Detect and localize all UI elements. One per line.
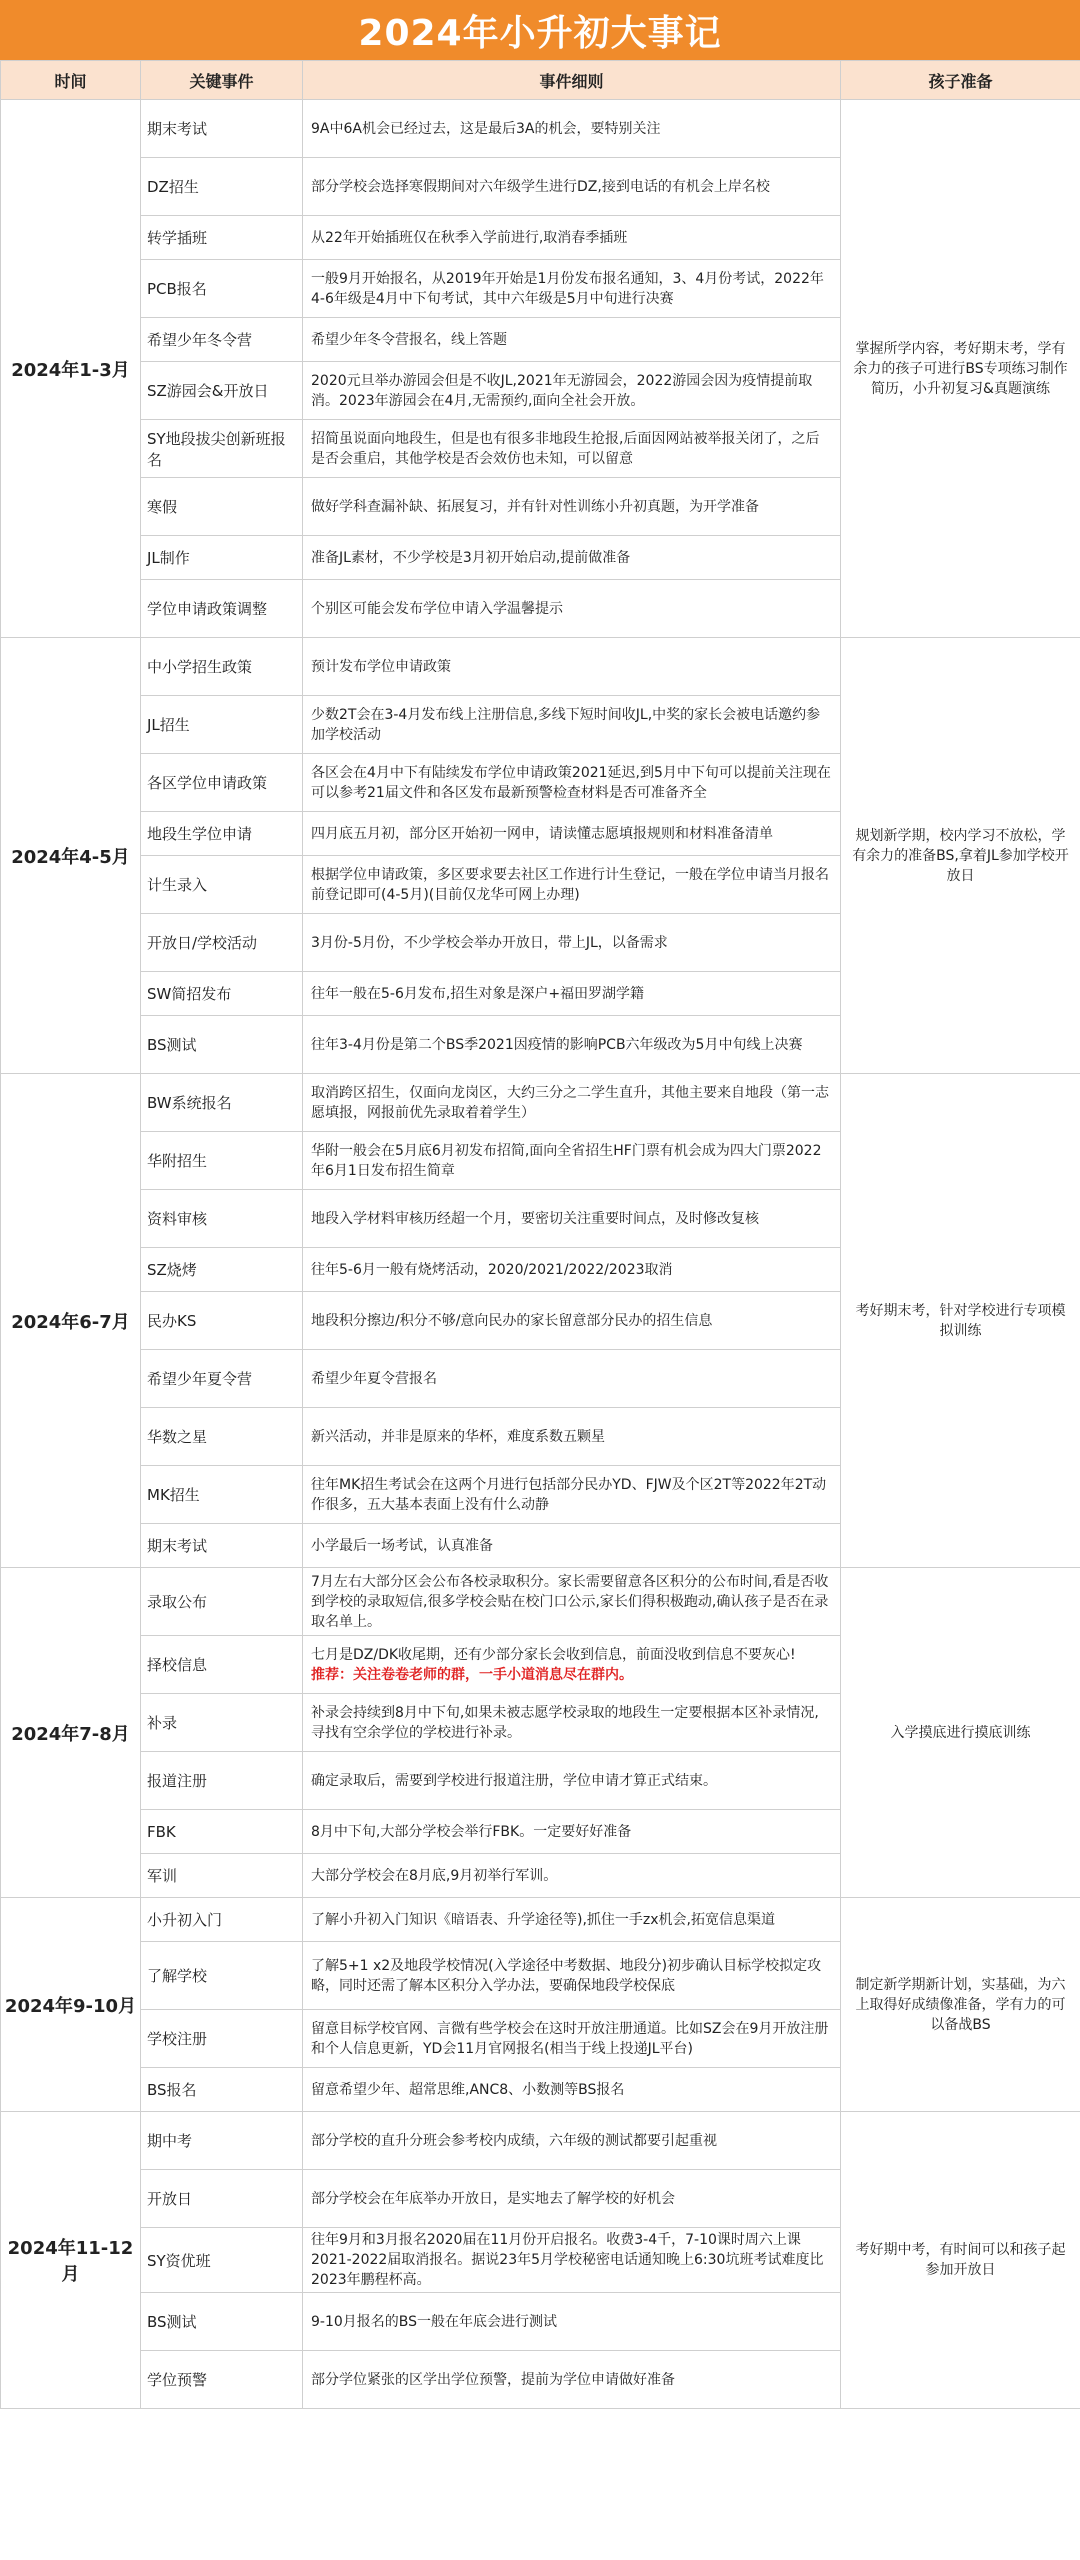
event-detail-cell (303, 1016, 841, 1074)
event-detail-text: 招简虽说面向地段生，但是也有很多非地段生抢报,后面因网站被举报关闭了，之后是否会重启，其他学校是否会效仿也未知，可以留意 (311, 430, 820, 467)
period-label: 2024年11-12月 (1, 2112, 141, 2409)
child-prep-cell: 入学摸底进行摸底训练 (841, 1568, 1080, 1898)
event-detail-text: 确定录取后，需要到学校进行报道注册，学位申请才算正式结束。 (311, 1772, 717, 1789)
key-event-cell: BS测试 (141, 2293, 303, 2351)
event-detail-cell (303, 420, 841, 478)
events-table (0, 60, 1080, 2409)
event-detail-text: 部分学校会在年底举办开放日，是实地去了解学校的好机会 (311, 2190, 675, 2207)
event-detail-text: 往年MK招生考试会在这两个月进行包括部分民办YD、FJW及个区2T等2022年2T动作很多，五大基本表面上没有什么动静 (311, 1476, 827, 1513)
event-detail-highlight: 推荐：关注卷卷老师的群，一手小道消息尽在群内。 (311, 1666, 633, 1683)
key-event-cell: SZ烧烤 (141, 1248, 303, 1292)
event-detail-cell (303, 2228, 841, 2293)
event-detail-cell (303, 1694, 841, 1752)
event-detail-cell (303, 100, 841, 158)
event-detail-text: 新兴活动，并非是原来的华杯，难度系数五颗星 (311, 1428, 605, 1445)
event-detail-text: 往年5-6月一般有烧烤活动，2020/2021/2022/2023取消 (311, 1261, 673, 1278)
table-row (1, 100, 1080, 158)
event-detail-cell (303, 362, 841, 420)
period-label: 2024年7-8月 (1, 1568, 141, 1898)
event-detail-text: 补录会持续到8月中下旬,如果未被志愿学校录取的地段生一定要根据本区补录情况,寻找有空余学位的学校进行补录。 (311, 1704, 819, 1741)
event-detail-text: 根据学位申请政策，多区要求要去社区工作进行计生登记，一般在学位申请当月报名前登记即可(4-5月)(目前仅龙华可网上办理) (311, 866, 829, 903)
event-detail-text: 希望少年冬令营报名，线上答题 (311, 331, 507, 348)
key-event-cell: 民办KS (141, 1292, 303, 1350)
event-detail-text: 地段入学材料审核历经超一个月，要密切关注重要时间点，及时修改复核 (311, 1210, 759, 1227)
key-event-cell: 希望少年冬令营 (141, 318, 303, 362)
event-detail-cell (303, 318, 841, 362)
key-event-cell: 计生录入 (141, 856, 303, 914)
key-event-cell: 报道注册 (141, 1752, 303, 1810)
event-detail-cell (303, 856, 841, 914)
event-detail-cell (303, 1466, 841, 1524)
event-detail-cell (303, 812, 841, 856)
event-detail-cell (303, 2112, 841, 2170)
event-detail-text: 8月中下旬,大部分学校会举行FBK。一定要好好准备 (311, 1823, 632, 1840)
child-prep-cell: 制定新学期新计划，实基础，为六上取得好成绩像准备，学有力的可以备战BS (841, 1898, 1080, 2112)
event-detail-text: 留意目标学校官网、言微有些学校会在这时开放注册通道。比如SZ会在9月开放注册和个人信息更新，YD会11月官网报名(相当于线上投递JL平台) (311, 2020, 829, 2057)
key-event-cell: 择校信息 (141, 1636, 303, 1694)
key-event-cell: 录取公布 (141, 1568, 303, 1636)
child-prep-cell: 规划新学期，校内学习不放松，学有余力的准备BS,拿着JL参加学校开放日 (841, 638, 1080, 1074)
key-event-cell: 资料审核 (141, 1190, 303, 1248)
event-detail-cell (303, 1854, 841, 1898)
event-detail-text: 部分学校的直升分班会参考校内成绩，六年级的测试都要引起重视 (311, 2132, 717, 2149)
event-detail-text: 9A中6A机会已经过去，这是最后3A的机会，要特别关注 (311, 120, 661, 137)
key-event-cell: BS测试 (141, 1016, 303, 1074)
event-detail-cell (303, 580, 841, 638)
event-detail-text: 3月份-5月份，不少学校会举办开放日，带上JL，以备需求 (311, 934, 668, 951)
key-event-cell: 开放日/学校活动 (141, 914, 303, 972)
event-detail-text: 2020元旦举办游园会但是不收JL,2021年无游园会，2022游园会因为疫情提前取消。2023年游园会在4月,无需预约,面向全社会开放。 (311, 372, 813, 409)
event-detail-cell (303, 2351, 841, 2409)
key-event-cell: 地段生学位申请 (141, 812, 303, 856)
key-event-cell: 期中考 (141, 2112, 303, 2170)
key-event-cell: 小升初入门 (141, 1898, 303, 1942)
event-detail-text: 9-10月报名的BS一般在年底会进行测试 (311, 2313, 558, 2330)
key-event-cell: 学位申请政策调整 (141, 580, 303, 638)
key-event-cell: 了解学校 (141, 1942, 303, 2010)
event-detail-cell (303, 1074, 841, 1132)
event-detail-cell (303, 536, 841, 580)
key-event-cell: SZ游园会&开放日 (141, 362, 303, 420)
key-event-cell: 各区学位申请政策 (141, 754, 303, 812)
key-event-cell: 军训 (141, 1854, 303, 1898)
event-detail-cell (303, 1524, 841, 1568)
header-key-event: 关键事件 (141, 61, 303, 100)
event-detail-text: 了解5+1 x2及地段学校情况(入学途径中考数据、地段分)初步确认目标学校拟定攻略，同时还需了解本区积分入学办法，要确保地段学校保底 (311, 1957, 822, 1994)
event-detail-cell (303, 260, 841, 318)
event-detail-cell (303, 1248, 841, 1292)
key-event-cell: BW系统报名 (141, 1074, 303, 1132)
key-event-cell: 华附招生 (141, 1132, 303, 1190)
event-detail-text: 各区会在4月中下有陆续发布学位申请政策2021延迟,到5月中下旬可以提前关注现在可以参考21届文件和各区发布最新预警检查材料是否可准备齐全 (311, 764, 831, 801)
event-detail-cell (303, 2068, 841, 2112)
table-row (1, 2112, 1080, 2170)
header-prep: 孩子准备 (841, 61, 1080, 100)
key-event-cell: 学校注册 (141, 2010, 303, 2068)
event-detail-text: 一般9月开始报名，从2019年开始是1月份发布报名通知，3、4月份考试，2022年4-6年级是4月中下旬考试，其中六年级是5月中旬进行决赛 (311, 270, 824, 307)
key-event-cell: PCB报名 (141, 260, 303, 318)
key-event-cell: 期末考试 (141, 1524, 303, 1568)
event-detail-text: 部分学校会选择寒假期间对六年级学生进行DZ,接到电话的有机会上岸名校 (311, 178, 770, 195)
event-detail-cell (303, 1636, 841, 1694)
event-detail-cell (303, 216, 841, 260)
event-detail-cell (303, 478, 841, 536)
table-row (1, 1898, 1080, 1942)
event-detail-cell (303, 638, 841, 696)
key-event-cell: 期末考试 (141, 100, 303, 158)
event-detail-cell (303, 1190, 841, 1248)
event-detail-cell (303, 1752, 841, 1810)
key-event-cell: SY资优班 (141, 2228, 303, 2293)
key-event-cell: DZ招生 (141, 158, 303, 216)
key-event-cell: SY地段拔尖创新班报名 (141, 420, 303, 478)
table-header-row (1, 61, 1080, 100)
key-event-cell: BS报名 (141, 2068, 303, 2112)
event-detail-cell (303, 1292, 841, 1350)
event-detail-text: 留意希望少年、超常思维,ANC8、小数测等BS报名 (311, 2081, 625, 2098)
key-event-cell: 转学插班 (141, 216, 303, 260)
key-event-cell: SW简招发布 (141, 972, 303, 1016)
event-detail-text: 四月底五月初，部分区开始初一网申，请读懂志愿填报规则和材料准备清单 (311, 825, 773, 842)
event-detail-text: 个别区可能会发布学位申请入学温馨提示 (311, 600, 563, 617)
event-detail-cell (303, 1898, 841, 1942)
key-event-cell: 补录 (141, 1694, 303, 1752)
table-row (1, 638, 1080, 696)
page-title: 2024年小升初大事记 (0, 0, 1080, 60)
key-event-cell: 中小学招生政策 (141, 638, 303, 696)
event-detail-text: 从22年开始插班仅在秋季入学前进行,取消春季插班 (311, 229, 628, 246)
event-detail-text: 做好学科查漏补缺、拓展复习，并有针对性训练小升初真题，为开学准备 (311, 498, 759, 515)
header-time: 时间 (1, 61, 141, 100)
event-detail-text: 往年一般在5-6月发布,招生对象是深户+福田罗湖学籍 (311, 985, 645, 1002)
child-prep-cell: 考好期末考，针对学校进行专项模拟训练 (841, 1074, 1080, 1568)
event-detail-text: 少数2T会在3-4月发布线上注册信息,多线下短时间收JL,中奖的家长会被电话邀约参加学校活动 (311, 706, 821, 743)
event-detail-cell (303, 2293, 841, 2351)
event-detail-cell (303, 754, 841, 812)
event-detail-text: 取消跨区招生，仅面向龙岗区，大约三分之二学生直升，其他主要来自地段（第一志愿填报，网报前优先录取着着学生） (311, 1084, 829, 1121)
event-detail-text: 小学最后一场考试，认真准备 (311, 1537, 493, 1554)
key-event-cell: 开放日 (141, 2170, 303, 2228)
event-detail-cell (303, 2010, 841, 2068)
table-body (1, 100, 1080, 2409)
period-label: 2024年4-5月 (1, 638, 141, 1074)
period-label: 2024年1-3月 (1, 100, 141, 638)
period-label: 2024年9-10月 (1, 1898, 141, 2112)
key-event-cell: 学位预警 (141, 2351, 303, 2409)
event-detail-cell (303, 1408, 841, 1466)
child-prep-cell: 考好期中考，有时间可以和孩子起参加开放日 (841, 2112, 1080, 2409)
event-detail-text: 往年3-4月份是第二个BS季2021因疫情的影响PCB六年级改为5月中旬线上决赛 (311, 1036, 803, 1053)
event-detail-text: 部分学位紧张的区学出学位预警，提前为学位申请做好准备 (311, 2371, 675, 2388)
event-detail-text: 准备JL素材，不少学校是3月初开始启动,提前做准备 (311, 549, 631, 566)
key-event-cell: 华数之星 (141, 1408, 303, 1466)
header-detail: 事件细则 (303, 61, 841, 100)
event-detail-text: 了解小升初入门知识《暗语表、升学途径等),抓住一手zx机会,拓宽信息渠道 (311, 1911, 775, 1928)
key-event-cell: MK招生 (141, 1466, 303, 1524)
event-detail-text: 七月是DZ/DK收尾期，还有少部分家长会收到信息，前面没收到信息不要灰心! (311, 1646, 796, 1663)
event-detail-text: 地段积分擦边/积分不够/意向民办的家长留意部分民办的招生信息 (311, 1312, 713, 1329)
event-detail-cell (303, 696, 841, 754)
event-detail-cell (303, 914, 841, 972)
event-detail-text: 预计发布学位申请政策 (311, 658, 451, 675)
event-detail-text: 华附一般会在5月底6月初发布招简,面向全省招生HF门票有机会成为四大门票2022年6月1日发布招生简章 (311, 1142, 822, 1179)
table-row (1, 1074, 1080, 1132)
table-row (1, 1568, 1080, 1636)
key-event-cell: JL招生 (141, 696, 303, 754)
key-event-cell: FBK (141, 1810, 303, 1854)
child-prep-cell: 掌握所学内容，考好期末考，学有余力的孩子可进行BS专项练习制作简历，小升初复习&真题演练 (841, 100, 1080, 638)
event-detail-cell (303, 2170, 841, 2228)
event-detail-text: 希望少年夏令营报名 (311, 1370, 437, 1387)
event-detail-cell (303, 1942, 841, 2010)
event-detail-cell (303, 1568, 841, 1636)
key-event-cell: 寒假 (141, 478, 303, 536)
event-detail-cell (303, 1132, 841, 1190)
key-event-cell: JL制作 (141, 536, 303, 580)
period-label: 2024年6-7月 (1, 1074, 141, 1568)
event-detail-text: 7月左右大部分区会公布各校录取积分。家长需要留意各区积分的公布时间,看是否收到学校的录取短信,很多学校会贴在校门口公示,家长们得积极跑动,确认孩子是否在录取名单上。 (311, 1573, 829, 1630)
event-detail-cell (303, 158, 841, 216)
event-detail-cell (303, 972, 841, 1016)
event-detail-cell (303, 1350, 841, 1408)
event-detail-text: 大部分学校会在8月底,9月初举行军训。 (311, 1867, 558, 1884)
event-detail-cell (303, 1810, 841, 1854)
event-detail-text: 往年9月和3月报名2020届在11月份开启报名。收费3-4千，7-10课时周六上课2021-2022届取消报名。据说23年5月学校秘密电话通知晚上6:30坑班考试难度比2023年鹏程杯高。 (311, 2232, 824, 2288)
key-event-cell: 希望少年夏令营 (141, 1350, 303, 1408)
